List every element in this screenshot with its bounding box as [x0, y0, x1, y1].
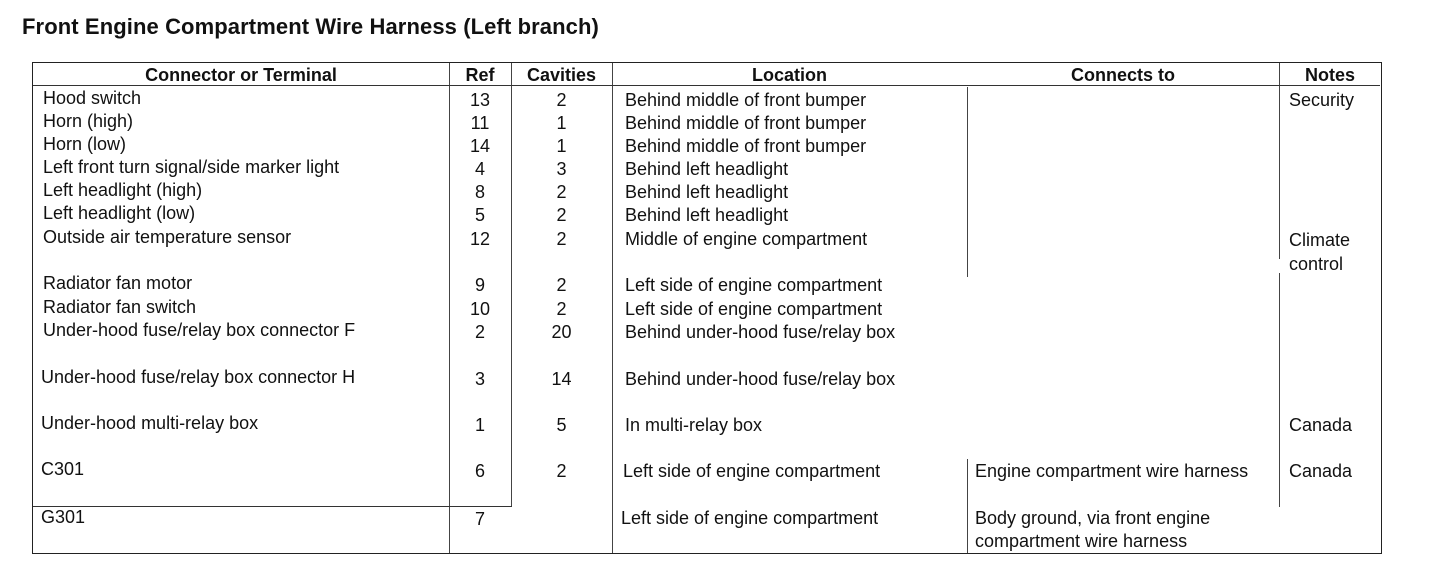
column-header-cavities: Cavities [526, 65, 597, 85]
cell-ref: 14 [469, 136, 491, 156]
cell-location: Left side of engine compartment [625, 299, 883, 319]
column-header-connector: Connector or Terminal [145, 65, 337, 85]
column-divider [1279, 273, 1280, 507]
cell-location: Left side of engine compartment [621, 508, 879, 528]
column-divider [967, 459, 968, 553]
column-header-ref: Ref [465, 65, 495, 85]
cell-connector: Under-hood fuse/relay box connector F [43, 320, 356, 340]
cell-connects-to: Engine compartment wire harness [975, 461, 1249, 481]
cell-connector: C301 [41, 459, 85, 479]
cell-ref: 3 [474, 369, 485, 389]
column-header-location: Location [752, 65, 827, 85]
cell-cavities: 20 [551, 322, 572, 342]
cell-connector: Left front turn signal/side marker light [43, 157, 340, 177]
cell-ref: 10 [469, 299, 491, 319]
cell-location: Left side of engine compartment [625, 275, 883, 295]
cell-ref: 1 [474, 415, 485, 435]
page-title: Front Engine Compartment Wire Harness (Left branch) [22, 14, 599, 39]
cell-connector: Left headlight (low) [43, 203, 196, 223]
cell-connects-to: Body ground, via front engine compartment wire harness [975, 508, 1211, 551]
cell-connector: Left headlight (high) [43, 180, 203, 200]
cell-location: Behind under-hood fuse/relay box [625, 322, 896, 342]
cell-location: Behind left headlight [625, 182, 789, 202]
cell-ref: 12 [469, 229, 491, 249]
column-divider [612, 63, 613, 553]
cell-cavities: 2 [556, 229, 567, 249]
cell-connector: Under-hood multi-relay box [41, 413, 259, 433]
cell-location: Middle of engine compartment [625, 229, 868, 249]
cell-cavities: 2 [556, 205, 567, 225]
row-divider [33, 506, 512, 507]
cell-connector: Outside air temperature sensor [43, 227, 292, 247]
cell-location: Behind under-hood fuse/relay box [625, 369, 896, 389]
cell-cavities: 2 [556, 299, 567, 319]
cell-ref: 5 [474, 205, 485, 225]
cell-cavities: 3 [556, 159, 567, 179]
wire-harness-table [32, 62, 1382, 554]
cell-location: Behind left headlight [625, 159, 789, 179]
column-header-notes: Notes [1304, 65, 1355, 85]
cell-notes: Security [1289, 90, 1355, 110]
cell-ref: 2 [474, 322, 485, 342]
cell-cavities: 1 [556, 113, 567, 133]
cell-connector: Under-hood fuse/relay box connector H [41, 367, 356, 387]
cell-cavities: 1 [556, 136, 567, 156]
cell-connector: Radiator fan switch [43, 297, 197, 317]
cell-cavities: 2 [556, 275, 567, 295]
cell-location: Behind left headlight [625, 205, 789, 225]
cell-ref: 9 [474, 275, 485, 295]
cell-location: Behind middle of front bumper [625, 136, 867, 156]
column-divider [1279, 63, 1280, 259]
cell-ref: 13 [469, 90, 491, 110]
cell-location: Left side of engine compartment [623, 461, 881, 481]
cell-ref: 8 [474, 182, 485, 202]
cell-notes: Climate control [1289, 230, 1351, 274]
cell-notes: Canada [1289, 415, 1353, 435]
cell-ref: 7 [474, 509, 485, 529]
cell-location: In multi-relay box [625, 415, 763, 435]
cell-ref: 11 [470, 113, 490, 133]
column-divider [967, 87, 968, 277]
cell-cavities: 2 [556, 461, 567, 481]
cell-location: Behind middle of front bumper [625, 90, 867, 110]
column-header-connects-to: Connects to [1070, 65, 1175, 85]
cell-connector: Horn (low) [43, 134, 127, 154]
cell-cavities: 5 [556, 415, 567, 435]
cell-notes: Canada [1289, 461, 1353, 481]
cell-ref: 6 [474, 461, 485, 481]
cell-connector: Radiator fan motor [43, 273, 193, 293]
cell-connector: G301 [41, 507, 86, 527]
cell-ref: 4 [474, 159, 485, 179]
cell-cavities: 2 [556, 182, 567, 202]
cell-cavities: 14 [551, 369, 572, 389]
cell-connector: Horn (high) [43, 111, 134, 131]
cell-location: Behind middle of front bumper [625, 113, 867, 133]
cell-connector: Hood switch [43, 88, 142, 108]
cell-cavities: 2 [556, 90, 567, 110]
